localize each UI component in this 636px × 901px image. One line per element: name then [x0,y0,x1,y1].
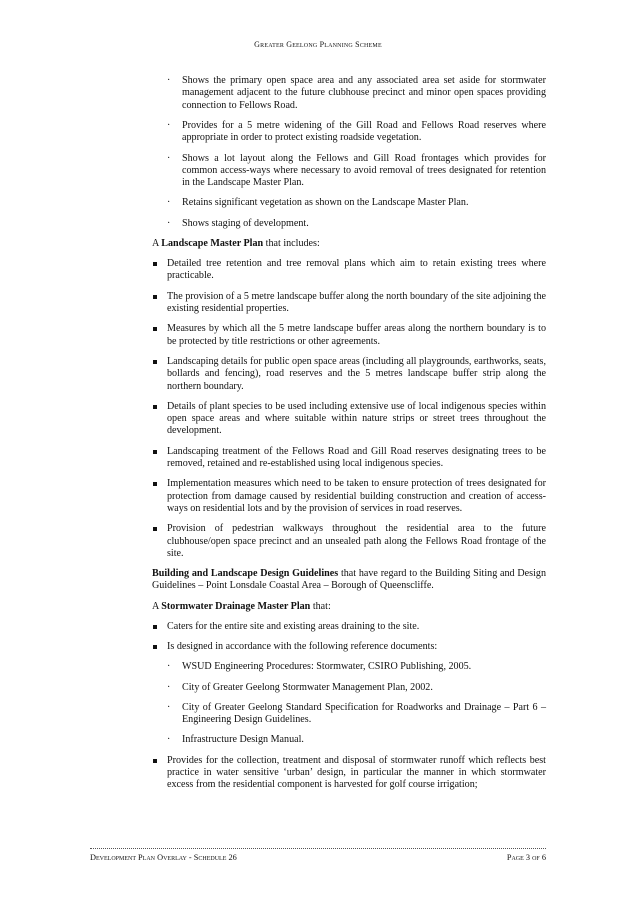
sub-bullet-item [152,197,546,209]
dot-bullet-icon [167,661,170,673]
square-bullet-item [152,291,546,316]
reference-item [152,682,546,694]
reference-text: City of Greater Geelong Standard Specification for Roadworks and Drainage – Part 6 – Engineering Design Guidelines. [182,701,546,726]
dot-bullet-icon [167,75,170,87]
guidelines-text: that have regard to the Building Siting and Design Guidelines – Point Lonsdale Coastal Area – Borough of Queenscliffe. [152,568,546,592]
square-bullet-item [152,621,546,633]
reference-item [152,734,546,746]
sub-bullet-item [152,75,546,112]
bullet-text: Is designed in accordance with the following reference documents: [167,641,438,653]
bullet-text: Measures by which all the 5 metre landscape buffer areas along the northern boundary is to be protected by title restrictions or other agreements. [167,323,546,347]
square-bullet-item [152,641,546,653]
dot-bullet-icon [167,120,170,132]
reference-text: Infrastructure Design Manual. [182,734,304,746]
square-bullet-icon [153,450,157,454]
stormwater-intro [152,601,546,613]
bullet-text: Details of plant species to be used including extensive use of local indigenous species within open space areas and where suitable within nature strips or street trees throughout the development. [167,400,546,437]
bullet-text: The provision of a 5 metre landscape buffer along the north boundary of the site adjoining the existing residential properties. [167,290,546,315]
reference-item [152,702,546,727]
dot-bullet-icon [167,702,170,714]
dot-bullet-icon [167,153,170,165]
intro-suffix: that: [310,600,331,612]
reference-text: WSUD Engineering Procedures: Stormwater, CSIRO Publishing, 2005. [182,661,472,673]
bullet-text: Landscaping treatment of the Fellows Road and Gill Road reserves designating trees to be removed, retained and re-established using local indigenous species. [167,445,546,470]
square-bullet-icon [153,645,157,649]
sub-bullet-text: Provides for a 5 metre widening of the Gill Road and Fellows Road reserves where appropriate in order to protect existing roadside vegetation. [182,119,546,144]
square-bullet-item [152,523,546,560]
square-bullet-icon [153,759,157,763]
bullet-text: Provision of pedestrian walkways throughout the residential area to the future clubhouse/open space precinct and an unsealed path along the Fellows Road frontage of the site. [167,523,546,559]
intro-suffix: that includes: [263,237,320,249]
bullet-text: Caters for the entire site and existing areas draining to the site. [167,620,420,632]
square-bullet-item [152,755,546,792]
sub-bullet-text: Shows staging of development. [182,217,309,229]
dot-bullet-icon [167,682,170,694]
stormwater-heading: Stormwater Drainage Master Plan [161,600,311,612]
sub-bullet-item [152,120,546,145]
square-bullet-icon [153,405,157,409]
guidelines-paragraph [152,568,546,593]
square-bullet-icon [153,482,157,486]
sub-bullet-text: Shows the primary open space area and any associated area set aside for stormwater management adjacent to the future clubhouse precinct and minor open spaces providing connection to Fellows Road. [182,75,546,111]
reference-text: City of Greater Geelong Stormwater Management Plan, 2002. [182,681,433,693]
square-bullet-item [152,401,546,438]
square-bullet-item [152,323,546,348]
sub-bullet-item [152,153,546,190]
sub-bullet-item [152,218,546,230]
footer-divider [90,848,546,849]
bullet-text: Detailed tree retention and tree removal plans which aim to retain existing trees where practicable. [167,258,546,282]
landscape-heading: Landscape Master Plan [161,237,264,249]
square-bullet-icon [153,625,157,629]
sub-bullet-text: Retains significant vegetation as shown on the Landscape Master Plan. [182,197,469,209]
square-bullet-icon [153,262,157,266]
document-body [152,75,546,800]
footer-page-number: Page 3 of 6 [506,853,546,862]
page-header: Greater Geelong Planning Scheme [254,40,382,49]
footer-document-title: Development Plan Overlay - Schedule 26 [90,853,237,862]
square-bullet-item [152,356,546,393]
square-bullet-item [152,478,546,515]
bullet-text: Provides for the collection, treatment and disposal of stormwater runoff which reflects best practice in water sensitive ‘urban’ design, in particular the manner in which stormwater excess from the residential component is harvested for golf course irrigation; [167,754,546,791]
bullet-text: Landscaping details for public open space areas (including all playgrounds, earthworks, seats, bollards and fencing), road reserves and the 5 metres landscape buffer strip along the northern boundary. [167,355,546,392]
bullet-text: Implementation measures which need to be taken to ensure protection of trees designated for protection from damage caused by residential building construction and creation of access-ways on residential lots and by the provision of services in road reserves. [167,478,546,514]
landscape-intro [152,238,546,250]
intro-prefix: A [152,600,162,612]
square-bullet-item [152,446,546,471]
square-bullet-item [152,258,546,283]
square-bullet-icon [153,327,157,331]
intro-prefix: A [152,237,162,249]
dot-bullet-icon [167,197,170,209]
sub-bullet-text: Shows a lot layout along the Fellows and Gill Road frontages which provides for common access-ways where necessary to avoid removal of trees designated for retention in the Landscape Master Plan. [182,152,546,189]
square-bullet-icon [153,527,157,531]
guidelines-heading: Building and Landscape Design Guidelines [152,568,339,580]
square-bullet-icon [153,360,157,364]
square-bullet-icon [153,295,157,299]
reference-item [152,661,546,673]
dot-bullet-icon [167,218,170,230]
dot-bullet-icon [167,734,170,746]
